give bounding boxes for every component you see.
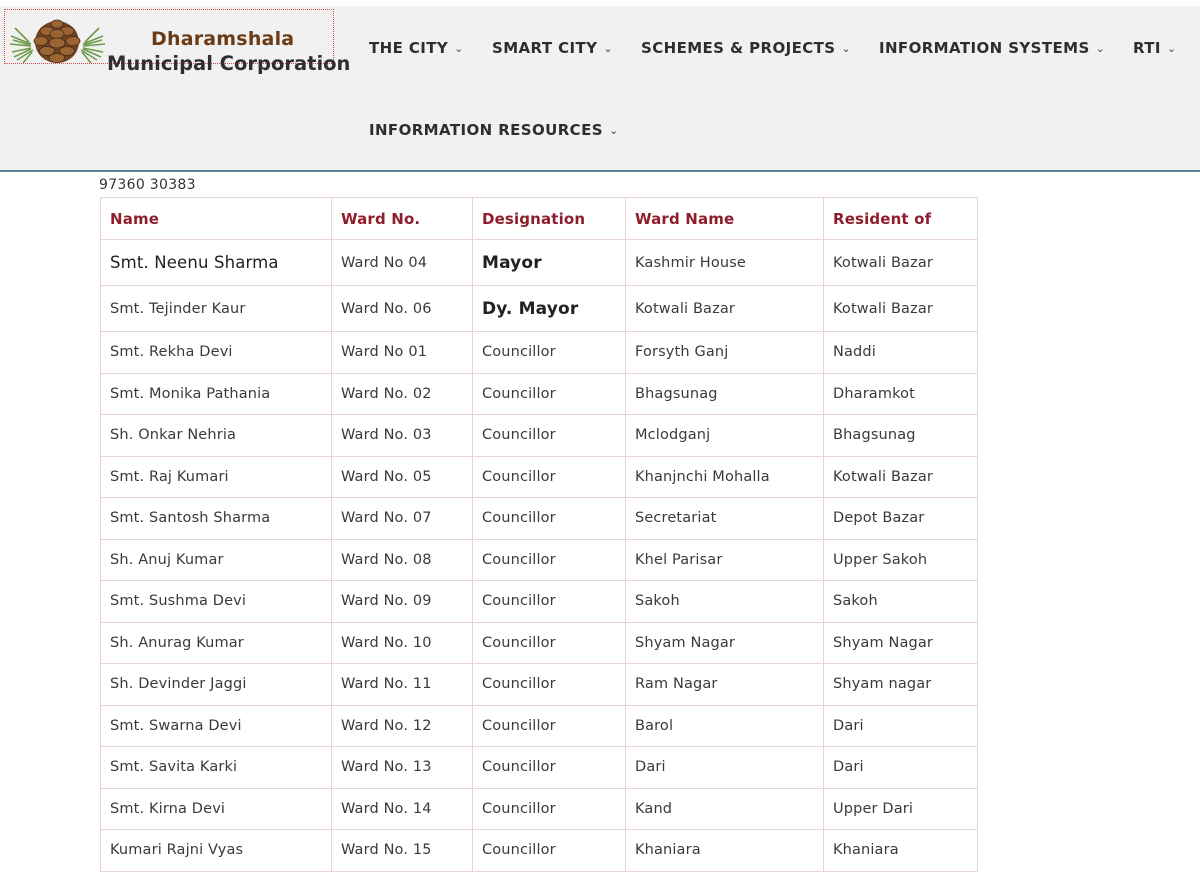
table-row (101, 415, 978, 457)
cell-resident-of: Shyam Nagar (824, 622, 978, 664)
header-designation: Designation (473, 198, 626, 240)
cell-resident-of: Upper Sakoh (824, 539, 978, 581)
cell-resident-of: Shyam nagar (824, 664, 978, 706)
table-row (101, 456, 978, 498)
cell-ward-name: Kotwali Bazar (626, 286, 824, 332)
cell-ward-no: Ward No. 09 (332, 581, 473, 623)
table-row (101, 240, 978, 286)
cell-ward-name: Mclodganj (626, 415, 824, 457)
logo-title-line1: Dharamshala (151, 28, 295, 50)
cell-ward-name: Khaniara (626, 830, 824, 872)
table-row (101, 373, 978, 415)
cell-ward-name: Bhagsunag (626, 373, 824, 415)
cell-name: Smt. Sushma Devi (101, 581, 332, 623)
cell-designation: Dy. Mayor (473, 286, 626, 332)
site-logo-link[interactable] (4, 9, 351, 75)
cell-resident-of: Upper Dari (824, 788, 978, 830)
cell-designation: Councillor (473, 664, 626, 706)
table-row (101, 788, 978, 830)
cell-designation: Councillor (473, 415, 626, 457)
table-row (101, 332, 978, 374)
cell-name: Sh. Anurag Kumar (101, 622, 332, 664)
cell-ward-name: Barol (626, 705, 824, 747)
cell-designation: Councillor (473, 622, 626, 664)
nav-smart-city-label: SMART CITY (492, 39, 598, 57)
cell-designation: Councillor (473, 788, 626, 830)
cell-name: Sh. Devinder Jaggi (101, 664, 332, 706)
cell-name: Smt. Savita Karki (101, 747, 332, 789)
cell-designation: Councillor (473, 456, 626, 498)
chevron-down-icon: ⌄ (1095, 42, 1106, 55)
chevron-down-icon: ⌄ (608, 124, 619, 137)
table-row (101, 286, 978, 332)
cell-name: Smt. Swarna Devi (101, 705, 332, 747)
cell-ward-no: Ward No. 08 (332, 539, 473, 581)
table-row (101, 705, 978, 747)
cell-name: Sh. Anuj Kumar (101, 539, 332, 581)
cell-ward-no: Ward No. 15 (332, 830, 473, 872)
cell-name: Smt. Monika Pathania (101, 373, 332, 415)
nav-information-systems[interactable] (879, 39, 1105, 57)
nav-information-systems-label: INFORMATION SYSTEMS (879, 39, 1090, 57)
table-row (101, 830, 978, 872)
cell-designation: Councillor (473, 332, 626, 374)
cell-ward-name: Dari (626, 747, 824, 789)
header-resident-of: Resident of (824, 198, 978, 240)
cell-designation: Councillor (473, 705, 626, 747)
cell-name: Smt. Santosh Sharma (101, 498, 332, 540)
cell-name: Smt. Rekha Devi (101, 332, 332, 374)
cell-designation: Councillor (473, 581, 626, 623)
cell-name: Sh. Onkar Nehria (101, 415, 332, 457)
cell-name: Smt. Raj Kumari (101, 456, 332, 498)
cell-ward-no: Ward No. 12 (332, 705, 473, 747)
nav-schemes-projects-label: SCHEMES & PROJECTS (641, 39, 836, 57)
chevron-down-icon: ⌄ (841, 42, 852, 55)
cell-designation: Councillor (473, 539, 626, 581)
cell-ward-no: Ward No. 14 (332, 788, 473, 830)
cell-resident-of: Naddi (824, 332, 978, 374)
table-row (101, 539, 978, 581)
cell-ward-name: Khanjnchi Mohalla (626, 456, 824, 498)
table-row (101, 581, 978, 623)
cell-name: Kumari Rajni Vyas (101, 830, 332, 872)
nav-information-resources-label: INFORMATION RESOURCES (369, 121, 603, 139)
cell-ward-name: Shyam Nagar (626, 622, 824, 664)
table-row (101, 664, 978, 706)
cell-name: Smt. Kirna Devi (101, 788, 332, 830)
cell-designation: Councillor (473, 373, 626, 415)
cell-ward-no: Ward No. 13 (332, 747, 473, 789)
chevron-down-icon: ⌄ (603, 42, 613, 55)
members-table (100, 197, 978, 872)
nav-smart-city[interactable] (492, 39, 613, 57)
cell-resident-of: Kotwali Bazar (824, 456, 978, 498)
cell-name: Smt. Tejinder Kaur (101, 286, 332, 332)
cell-ward-no: Ward No. 02 (332, 373, 473, 415)
table-header-row (101, 198, 978, 240)
pinecone-logo-icon (9, 14, 107, 64)
cell-resident-of: Kotwali Bazar (824, 286, 978, 332)
cell-ward-name: Khel Parisar (626, 539, 824, 581)
cell-resident-of: Bhagsunag (824, 415, 978, 457)
chevron-down-icon: ⌄ (1166, 42, 1177, 55)
cell-ward-no: Ward No 01 (332, 332, 473, 374)
cell-resident-of: Kotwali Bazar (824, 240, 978, 286)
cell-name: Smt. Neenu Sharma (101, 240, 332, 286)
contact-phone: 97360 30383 (99, 177, 196, 193)
cell-designation: Councillor (473, 830, 626, 872)
cell-ward-no: Ward No. 06 (332, 286, 473, 332)
header-ward-no: Ward No. (332, 198, 473, 240)
nav-rti-label: RTI (1133, 39, 1161, 57)
site-header (0, 6, 1200, 172)
cell-resident-of: Dari (824, 705, 978, 747)
cell-resident-of: Sakoh (824, 581, 978, 623)
cell-designation: Councillor (473, 747, 626, 789)
cell-ward-no: Ward No. 11 (332, 664, 473, 706)
cell-ward-no: Ward No. 10 (332, 622, 473, 664)
cell-resident-of: Dharamkot (824, 373, 978, 415)
header-ward-name: Ward Name (626, 198, 824, 240)
nav-the-city-label: THE CITY (369, 39, 449, 57)
cell-ward-name: Kand (626, 788, 824, 830)
cell-ward-no: Ward No 04 (332, 240, 473, 286)
cell-ward-no: Ward No. 03 (332, 415, 473, 457)
cell-resident-of: Dari (824, 747, 978, 789)
cell-designation: Councillor (473, 498, 626, 540)
cell-ward-name: Ram Nagar (626, 664, 824, 706)
header-name: Name (101, 198, 332, 240)
cell-ward-name: Forsyth Ganj (626, 332, 824, 374)
cell-ward-name: Secretariat (626, 498, 824, 540)
table-row (101, 622, 978, 664)
table-row (101, 498, 978, 540)
cell-ward-name: Sakoh (626, 581, 824, 623)
table-row (101, 747, 978, 789)
nav-information-resources[interactable] (369, 121, 619, 139)
cell-designation: Mayor (473, 240, 626, 286)
nav-schemes-projects[interactable] (641, 39, 851, 57)
nav-the-city[interactable] (369, 39, 464, 57)
cell-ward-no: Ward No. 07 (332, 498, 473, 540)
cell-resident-of: Depot Bazar (824, 498, 978, 540)
cell-ward-no: Ward No. 05 (332, 456, 473, 498)
cell-resident-of: Khaniara (824, 830, 978, 872)
cell-ward-name: Kashmir House (626, 240, 824, 286)
nav-rti[interactable] (1133, 39, 1177, 57)
chevron-down-icon: ⌄ (454, 42, 464, 55)
logo-title-line2: Municipal Corporation (107, 52, 351, 75)
